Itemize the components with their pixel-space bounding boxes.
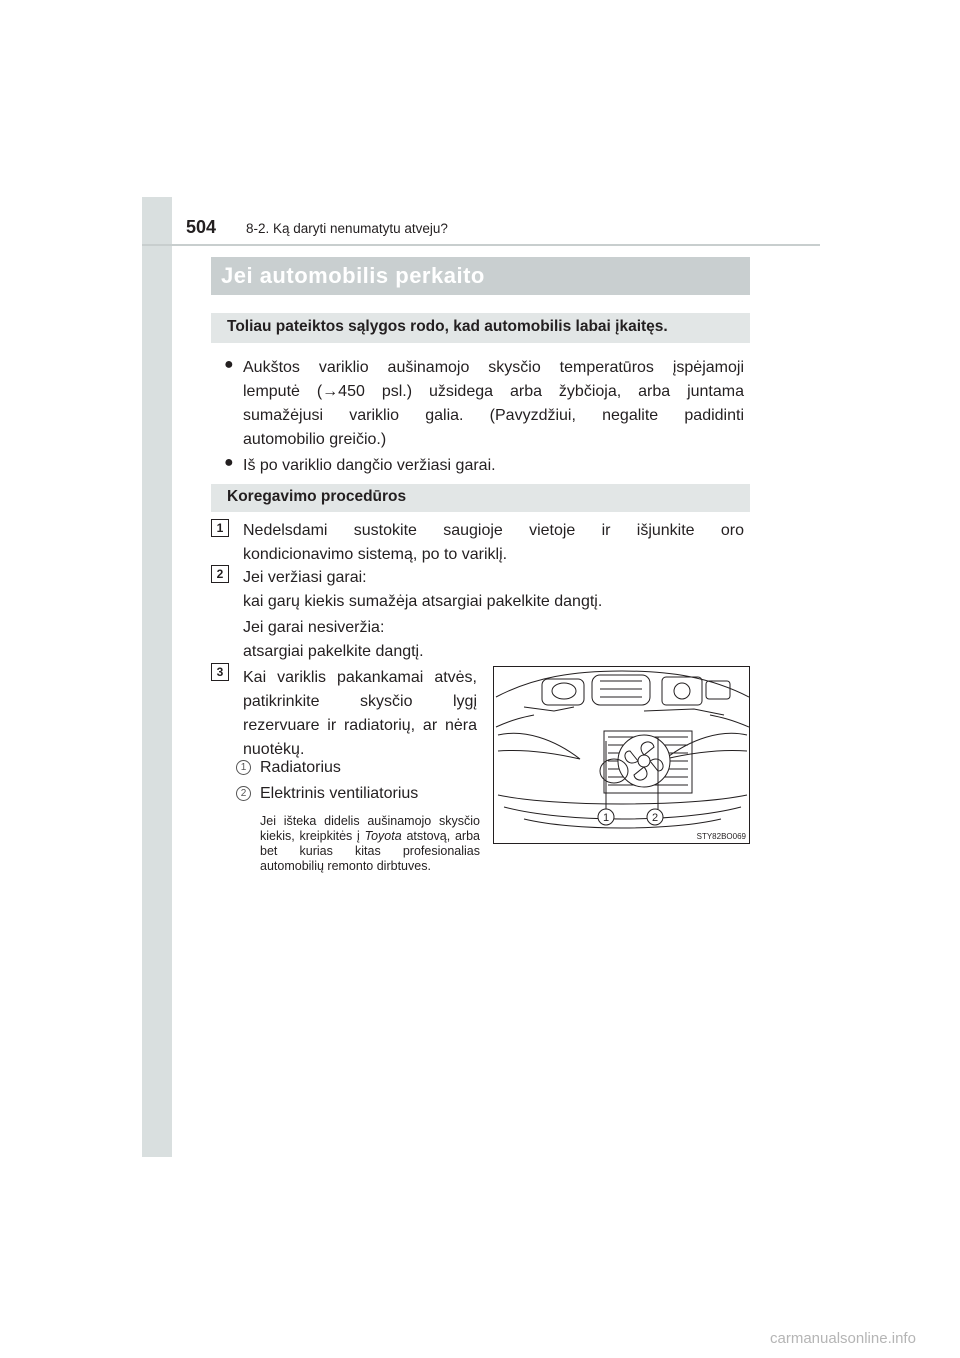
step-line: Nedelsdami sustokite saugioje vietoje ir išjunkite oro (243, 522, 744, 539)
procedures-heading: Koregavimo procedūros (227, 488, 407, 505)
header-divider (142, 244, 820, 246)
step-line: kondicionavimo sistemą, po to variklį. (243, 546, 508, 563)
engine-bay-drawing (494, 667, 750, 844)
page-number: 504 (186, 217, 217, 237)
condition-line: sumažėjusi variklio galia. (Pavyzdžiui, negalite padidinti (243, 407, 744, 424)
engine-bay-illustration (493, 666, 750, 844)
step-line: atsargiai pakelkite dangtį. (243, 643, 424, 660)
procedures-heading-bar (211, 484, 750, 512)
condition-line: lemputė (→450 psl.) užsidega arba žybčioja, arba juntama (243, 383, 744, 400)
step-line: Jei veržiasi garai: (243, 569, 367, 586)
section-breadcrumb: 8-2. Ką daryti nenumatytu atveju? (246, 221, 448, 236)
note-text: atstovą, arba bet kurias kitas profesionalias automobilių remonto dirbtuves. (260, 829, 480, 873)
step-line: patikrinkite skysčio lygį (243, 693, 477, 710)
bullet-icon: ● (224, 356, 234, 373)
step-number-box: 3 (211, 663, 229, 681)
legend-label-electric-fan: Elektrinis ventiliatorius (260, 785, 419, 802)
step-number-box: 1 (211, 519, 229, 537)
condition-line: Aukštos variklio aušinamojo skysčio temperatūros įspėjamoji (243, 359, 744, 376)
condition-line: Iš po variklio dangčio veržiasi garai. (243, 457, 496, 474)
chapter-sidebar-tab (142, 197, 172, 1157)
step-number-box: 2 (211, 565, 229, 583)
step-line: nuotėkų. (243, 741, 305, 758)
page-title: Jei automobilis perkaito (221, 263, 485, 288)
callout-number-icon: 2 (236, 786, 251, 801)
note-text: Jei išteka didelis aušinamojo skysčio kiekis, kreipkitės į (260, 814, 480, 843)
figure-code: STY82BO069 (696, 832, 746, 841)
conditions-heading: Toliau pateiktos sąlygos rodo, kad automobilis labai įkaitęs. (227, 318, 668, 335)
condition-line: automobilio greičio.) (243, 431, 387, 448)
figure-callout-2: 2 (651, 812, 659, 824)
step-line: kai garų kiekis sumažėja atsargiai pakelkite dangtį. (243, 593, 603, 610)
conditions-heading-bar (211, 313, 750, 343)
step-line: Kai variklis pakankamai atvės, (243, 669, 477, 686)
callout-number-icon: 1 (236, 760, 251, 775)
caution-note (260, 814, 480, 874)
step-line: Jei garai nesiveržia: (243, 619, 385, 636)
bullet-icon: ● (224, 454, 234, 471)
watermark: carmanualsonline.info (770, 1330, 916, 1347)
legend-label-radiator: Radiatorius (260, 759, 341, 776)
figure-callout-1: 1 (602, 812, 610, 824)
note-brand: Toyota (364, 829, 402, 843)
step-line: rezervuare ir radiatorių, ar nėra (243, 717, 477, 734)
page-title-band (211, 257, 750, 295)
